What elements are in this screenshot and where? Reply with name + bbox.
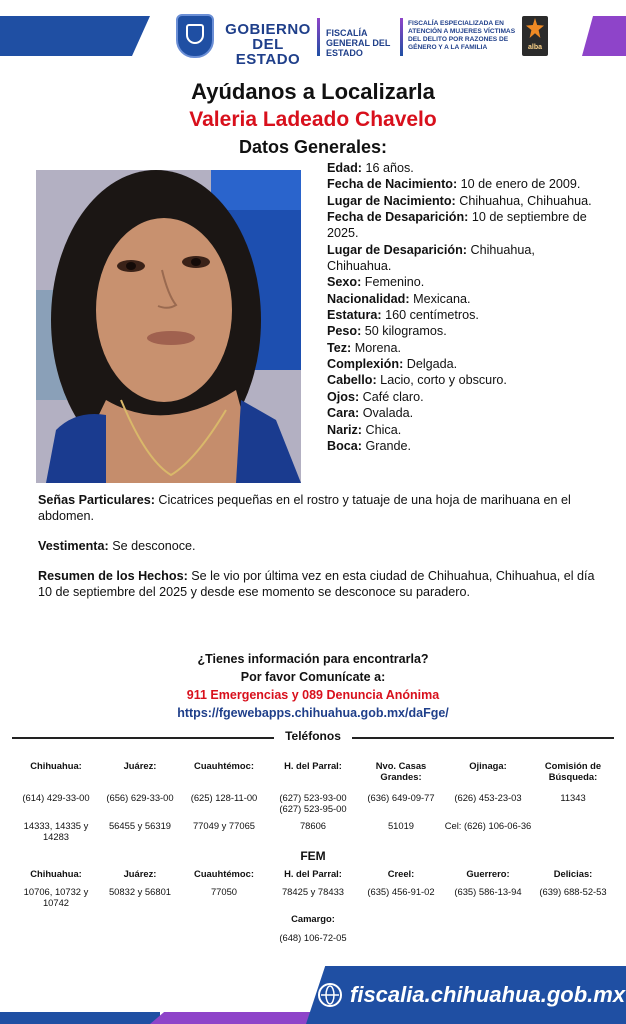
globe-icon [318,983,342,1007]
dato-row [327,160,597,176]
dato-row [327,422,597,438]
datos-generales-list [327,160,597,454]
dato-label: Cara: [327,406,360,421]
telefonos-phone: (627) 523-93-00 (627) 523-95-00 [279,792,347,814]
dato-row [327,193,597,209]
section-title: Datos Generales: [238,137,388,157]
report-url-link[interactable]: https://fgewebapps.chihuahua.gob.mx/daFge/ [177,706,449,720]
dato-row [327,405,597,421]
dato-label: Cabello: [327,373,377,388]
dato-value: 16 años. [361,161,414,175]
telefonos-extension: 56455 y 56319 [108,820,172,831]
resumen-value: Se le vio por última vez en esta ciudad de Chihuahua, Chihuahua, el día 10 de septiembre del 2025 y desde ese momento se desconoce su paradero. [38,569,595,599]
footer-website-link[interactable]: fiscalia.chihuahua.gob.mx [350,982,626,1007]
senas-label: Señas Particulares: [38,493,155,507]
telefonos-phone: (656) 629-33-00 [106,792,174,803]
header-blue-band [0,16,150,56]
missing-person-photo [36,170,301,483]
fem-phone: 77050 [210,886,238,897]
header-divider [400,18,403,56]
dato-label: Tez: [327,340,352,355]
dato-value: Delgada. [403,357,458,372]
dato-row [327,274,597,290]
telefonos-header: Juárez: [123,760,157,771]
telefonos-extension: Cel: (626) 106-06-36 [444,820,532,831]
dato-value: Chica. [362,422,402,437]
dato-row [327,389,597,405]
header-divider [317,18,320,56]
gobierno-logo-line2: DEL ESTADO [235,36,301,68]
dato-value: Ovalada. [359,406,414,421]
telefonos-title: Teléfonos [285,729,341,743]
telefonos-phone: (626) 453-23-03 [454,792,522,803]
dato-label: Edad: [327,161,362,175]
telefonos-extension: 51019 [387,820,415,831]
emergency-numbers: 911 Emergencias y 089 Denuncia Anónima [186,688,440,702]
dato-value: Femenino. [361,275,425,290]
footer-blue-strip [0,1012,160,1024]
senas-value: Cicatrices pequeñas en el rostro y tatuaje de una hoja de marihuana en el abdomen. [38,493,571,523]
dato-label: Nacionalidad: [327,291,410,306]
dato-row [327,323,597,339]
dato-row [327,372,597,388]
telefonos-extension: 78606 [299,820,327,831]
dato-label: Complexión: [327,357,404,372]
telefonos-header: Comisión de Búsqueda: [544,760,602,782]
dato-label: Fecha de Nacimiento: [327,177,458,192]
fem-header: H. del Parral: [284,868,342,879]
gobierno-logo-line1: GOBIERNO [225,21,311,38]
dato-label: Lugar de Desaparición: [327,242,467,257]
dato-value: Grande. [362,438,412,453]
camargo-phone: (648) 106-72-05 [279,932,347,943]
fem-header: Guerrero: [466,868,510,879]
telefonos-phone: 11343 [560,792,586,803]
dato-row [327,307,597,323]
dato-value: 10 de septiembre de 2025. [327,210,587,241]
resumen-label: Resumen de los Hechos: [38,569,188,583]
dato-label: Boca: [327,438,362,453]
missing-person-name: Valeria Ladeado Chavelo [189,108,437,131]
telefonos-extension: 14333, 14335 y 14283 [23,820,89,842]
telefonos-header: H. del Parral: [284,760,342,771]
dato-row [327,209,597,242]
alba-logo-text: alba [527,44,542,51]
senas-particulares [38,492,598,524]
dato-label: Nariz: [327,422,362,437]
dato-label: Lugar de Nacimiento: [327,193,456,208]
contact-request: Por favor Comunícate a: [240,670,386,684]
footer-purple-strip [150,1012,326,1024]
dato-value: Lacio, corto y obscuro. [376,373,507,388]
dato-value: Mexicana. [409,291,471,306]
telefonos-phone: (614) 429-33-00 [22,792,90,803]
state-shield-inner-icon [186,24,204,44]
telefonos-header: Nvo. Casas Grandes: [375,760,427,782]
contact-question: ¿Tienes información para encontrarla? [197,652,429,666]
vestimenta-label: Vestimenta: [38,539,109,553]
vestimenta [38,538,598,554]
fem-header: Chihuahua: [30,868,82,879]
dato-value: 50 kilogramos. [361,324,447,339]
fem-phone: (635) 456-91-02 [367,886,435,897]
dato-row [327,438,597,454]
dato-row [327,242,597,275]
telefonos-phone: (636) 649-09-77 [367,792,435,803]
telefonos-extension: 77049 y 77065 [192,820,256,831]
header-purple-band [582,16,626,56]
dato-label: Fecha de Desaparición: [327,210,469,225]
fem-phone: (639) 688-52-53 [539,886,607,897]
fem-title: FEM [300,849,326,863]
fem-header: Juárez: [123,868,157,879]
vestimenta-value: Se desconoce. [108,539,196,553]
dato-row [327,176,597,192]
resumen-hechos [38,568,598,600]
telefonos-phone: (625) 128-11-00 [190,792,258,803]
dato-value: 160 centímetros. [381,308,479,323]
portrait-illustration [36,170,301,483]
fem-phone: 78425 y 78433 [281,886,345,897]
fem-header: Delicias: [553,868,593,879]
dato-value: Café claro. [359,389,424,404]
camargo-label: Camargo: [291,913,335,924]
dato-row [327,356,597,372]
fem-phone: (635) 586-13-94 [454,886,522,897]
dato-label: Ojos: [327,389,360,404]
dato-value: Chihuahua, Chihuahua. [455,193,592,208]
globe-icon-lines [320,985,340,1005]
fem-header: Creel: [387,868,415,879]
dato-value: Chihuahua, Chihuahua. [327,242,535,274]
dato-label: Sexo: [327,275,362,290]
dato-value: 10 de enero de 2009. [457,177,581,192]
telefonos-header: Cuauhtémoc: [194,760,254,771]
dato-row [327,291,597,307]
dato-value: Morena. [351,340,401,355]
dato-label: Peso: [327,324,362,339]
telefonos-header: Chihuahua: [30,760,82,771]
dato-label: Estatura: [327,308,382,323]
fem-header: Cuauhtémoc: [194,868,254,879]
fiscalia-especializada-label: FISCALÍA ESPECIALIZADA EN ATENCIÓN A MUJERES VÍCTIMAS DEL DELITO POR RAZONES DE GÉNERO Y A LA FAMILIA [408,20,516,51]
telefonos-header: Ojinaga: [469,760,507,771]
page-title: Ayúdanos a Localizarla [191,79,435,104]
fem-phone: 50832 y 56801 [108,886,172,897]
dato-row [327,340,597,356]
fiscalia-general-label: FISCALÍA GENERAL DEL ESTADO [326,28,391,58]
fem-phone: 10706, 10732 y 10742 [23,886,89,908]
